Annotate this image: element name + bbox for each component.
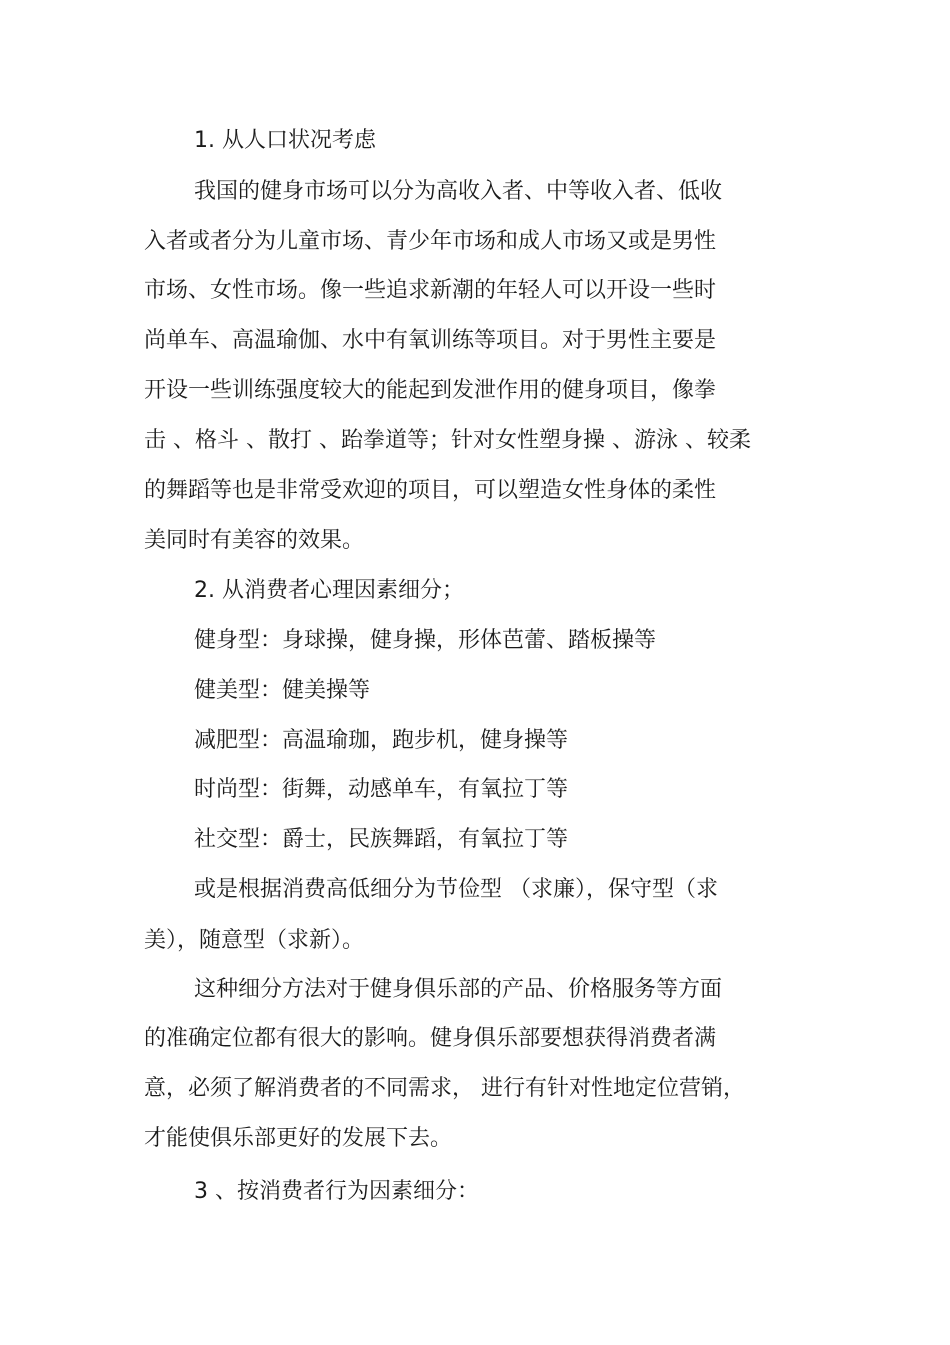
paragraph-line: 意，必须了解消费者的不同需求， 进行有针对性地定位营销，: [144, 1076, 745, 1101]
paragraph-line: 的舞蹈等也是非常受欢迎的项目，可以塑造女性身体的柔性: [144, 478, 717, 503]
paragraph-line: 入者或者分为儿童市场、青少年市场和成人市场又或是男性: [144, 229, 717, 254]
paragraph-line: 市场、女性市场。像一些追求新潮的年轻人可以开设一些时: [144, 278, 717, 303]
paragraph-line: 的准确定位都有很大的影响。健身俱乐部要想获得消费者满: [144, 1026, 717, 1051]
paragraph-line: 美同时有美容的效果。: [144, 528, 365, 553]
list-item: 社交型：爵士，民族舞蹈，有氧拉丁等: [194, 827, 569, 852]
paragraph-line: 我国的健身市场可以分为高收入者、中等收入者、低收: [194, 179, 723, 204]
paragraph-line: 才能使俱乐部更好的发展下去。: [144, 1126, 453, 1151]
paragraph-line: 这种细分方法对于健身俱乐部的产品、价格服务等方面: [194, 977, 723, 1002]
list-item: 时尚型：街舞，动感单车，有氧拉丁等: [194, 777, 569, 802]
paragraph-line: 或是根据消费高低细分为节俭型 （求廉），保守型（求: [194, 877, 718, 902]
list-item: 减肥型：高温瑜珈，跑步机，健身操等: [194, 728, 569, 753]
paragraph-line: 开设一些训练强度较大的能起到发泄作用的健身项目，像拳: [144, 378, 717, 403]
paragraph-line: 尚单车、高温瑜伽、水中有氧训练等项目。对于男性主要是: [144, 328, 717, 353]
paragraph-line: 击 、格斗 、散打 、跆拳道等；针对女性塑身操 、游泳 、较柔: [144, 428, 751, 453]
list-item: 健美型：健美操等: [194, 678, 371, 703]
section-heading: 3 、按消费者行为因素细分：: [194, 1179, 479, 1204]
list-item: 健身型：身球操，健身操，形体芭蕾、踏板操等: [194, 628, 657, 653]
paragraph-line: 美），随意型（求新）。: [144, 928, 365, 953]
section-heading: 2. 从消费者心理因素细分；: [194, 578, 464, 603]
section-heading: 1. 从人口状况考虑: [194, 128, 376, 153]
